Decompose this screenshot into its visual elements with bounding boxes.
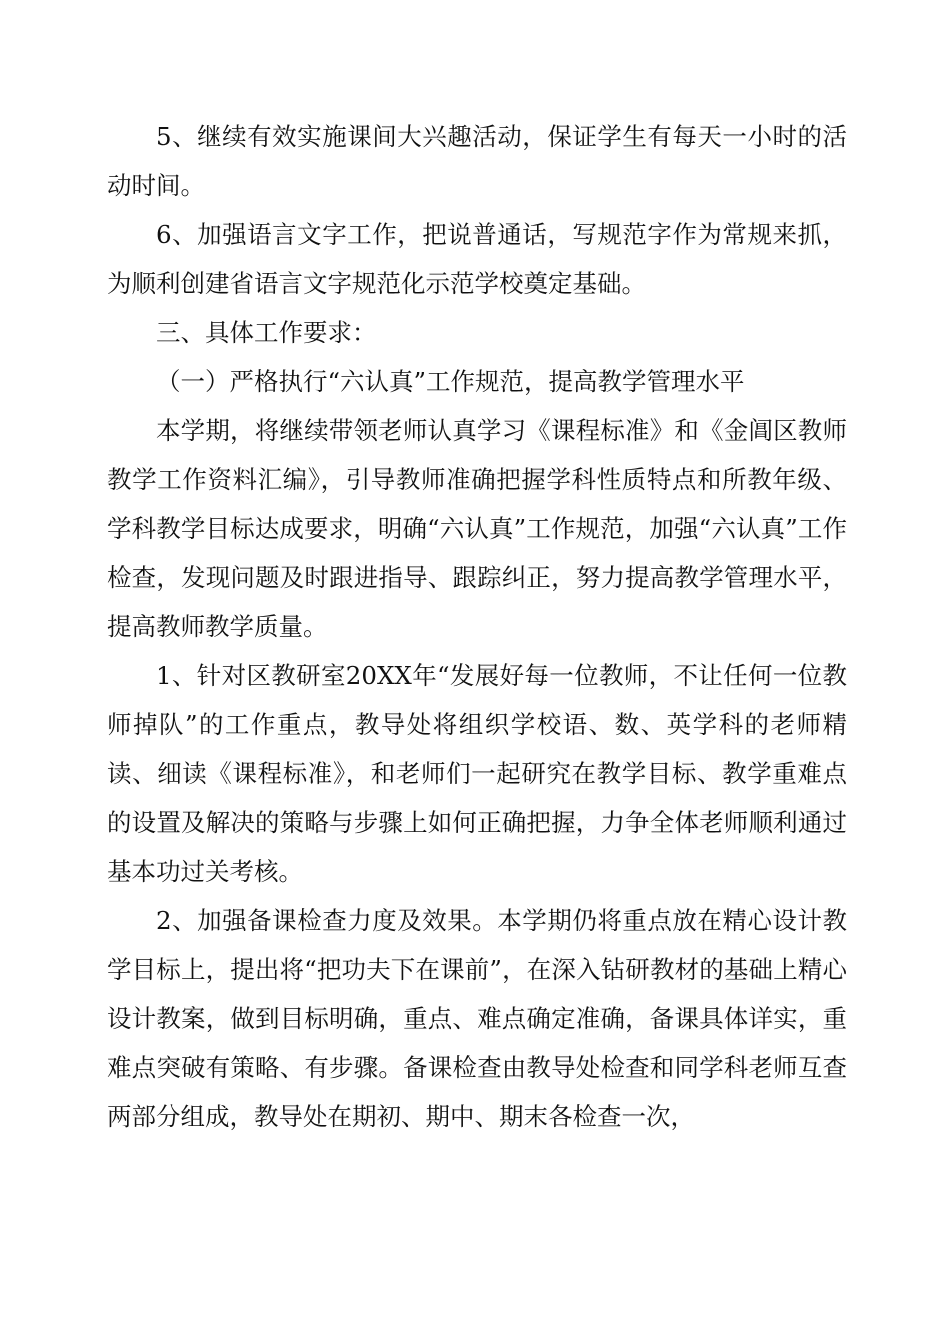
paragraph-intro: 本学期，将继续带领老师认真学习《课程标准》和《金阊区教师教学工作资料汇编》，引导教师准确把握学科性质特点和所教年级、学科教学目标达成要求，明确“六认真”工作规范，加强“六认真”工作检查，发现问题及时跟进指导、跟踪纠正，努力提高教学管理水平，提高教师教学质量。	[107, 416, 847, 641]
paragraph-item-1: 1、针对区教研室20XX年“发展好每一位教师，不让任何一位教师掉队”的工作重点，教导处将组织学校语、数、英学科的老师精读、细读《课程标准》，和老师们一起研究在教学目标、教学重难点的设置及解决的策略与步骤上如何正确把握，力争全体老师顺利通过基本功过关考核。	[107, 661, 847, 886]
paragraph-item-6: 6、加强语言文字工作，把说普通话，写规范字作为常规来抓，为顺利创建省语言文字规范化示范学校奠定基础。	[107, 220, 847, 298]
subsection-heading: （一）严格执行“六认真”工作规范，提高教学管理水平	[156, 367, 745, 396]
document-body	[107, 112, 847, 1141]
paragraph-item-2: 2、加强备课检查力度及效果。本学期仍将重点放在精心设计教学目标上，提出将“把功夫下在课前”，在深入钻研教材的基础上精心设计教案，做到目标明确，重点、难点确定准确，备课具体详实，重难点突破有策略、有步骤。备课检查由教导处检查和同学科老师互查两部分组成，教导处在期初、期中、期末各检查一次，	[107, 906, 847, 1131]
paragraph-item-5: 5、继续有效实施课间大兴趣活动，保证学生有每天一小时的活动时间。	[107, 122, 847, 200]
section-heading: 三、具体工作要求：	[156, 318, 377, 347]
